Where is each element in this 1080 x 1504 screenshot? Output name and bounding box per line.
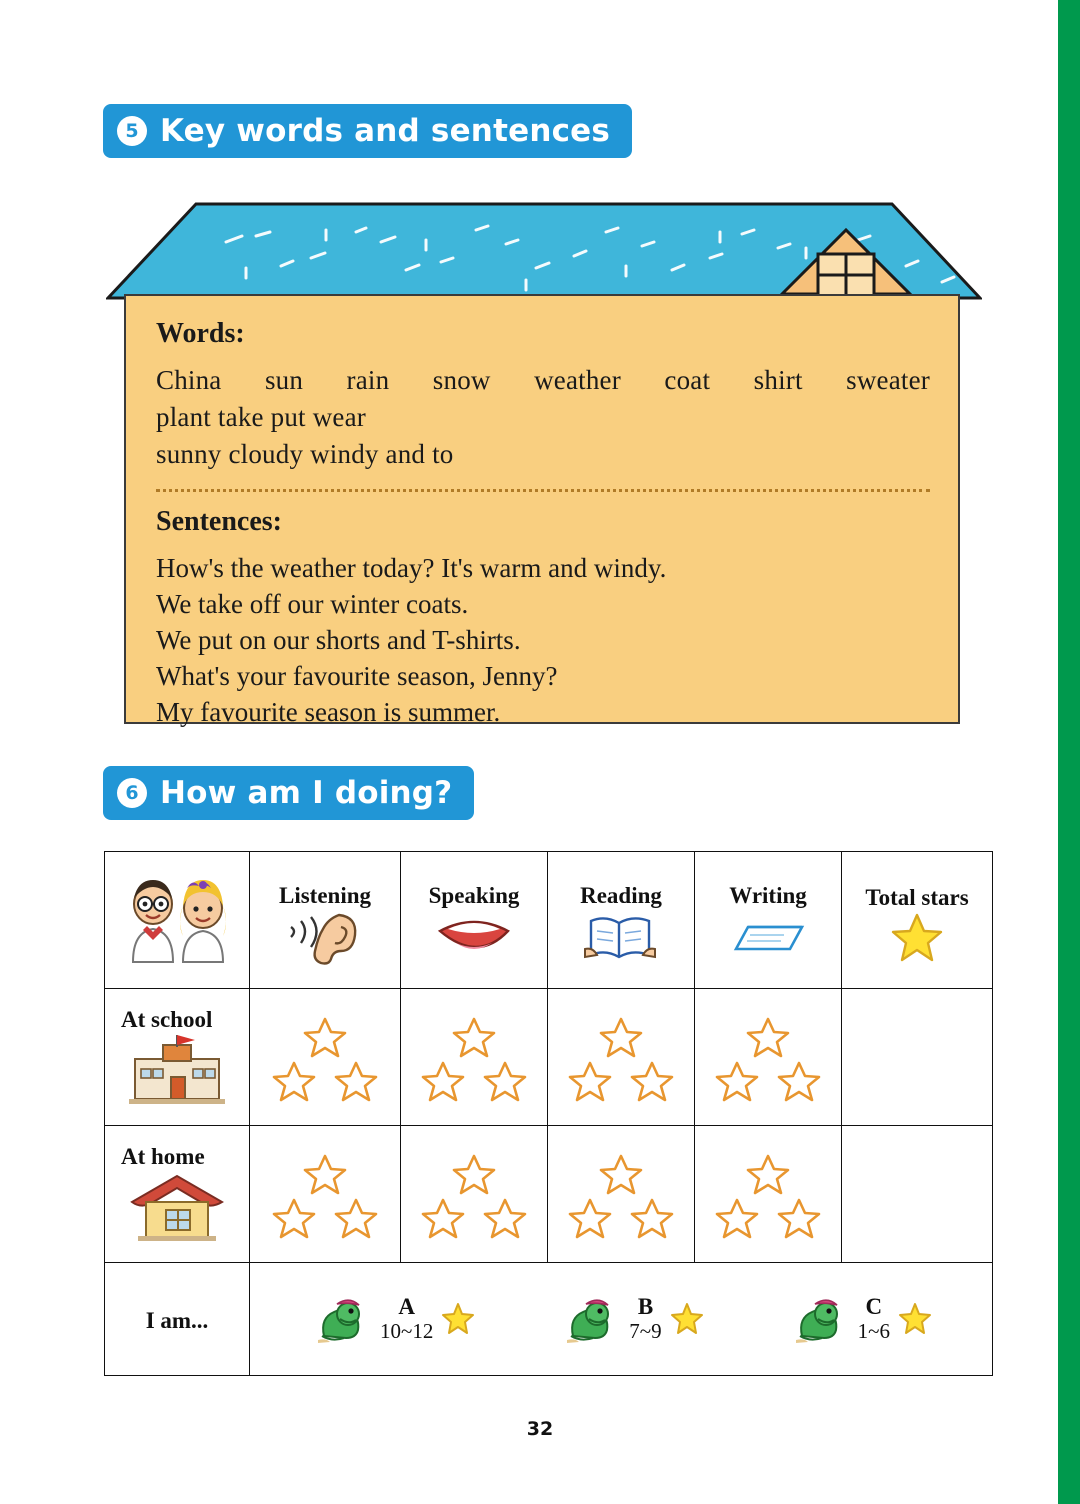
rating-range: 7~9 bbox=[629, 1319, 662, 1343]
words-label: Words: bbox=[156, 318, 245, 349]
row-label: At school bbox=[121, 1006, 213, 1032]
sentences-label: Sentences: bbox=[156, 506, 282, 537]
sentence-line: How's the weather today? It's warm and windy. bbox=[156, 553, 667, 583]
mouth-icon bbox=[428, 909, 520, 967]
key-words-body bbox=[124, 294, 960, 727]
dinosaur-icon bbox=[310, 1288, 372, 1350]
sentence-line: We take off our winter coats. bbox=[156, 589, 469, 619]
column-listening bbox=[250, 852, 401, 989]
book-icon bbox=[575, 909, 667, 967]
column-label: Listening bbox=[278, 882, 372, 908]
page-edge-bar bbox=[1058, 0, 1080, 1504]
rating-scale-cell bbox=[250, 1263, 993, 1376]
stars-speaking-at-home[interactable] bbox=[401, 1126, 548, 1263]
stars-group[interactable] bbox=[548, 1143, 694, 1245]
star-outline-icon[interactable] bbox=[745, 1153, 791, 1195]
school-icon bbox=[119, 1033, 235, 1107]
page-number: 32 bbox=[526, 1418, 554, 1440]
section-number: 5 bbox=[117, 116, 147, 146]
notebook-icon bbox=[722, 909, 814, 967]
rating-option-a[interactable] bbox=[310, 1288, 475, 1350]
star-icon bbox=[441, 1302, 475, 1336]
stars-group[interactable] bbox=[695, 1143, 841, 1245]
stars-speaking-at-school[interactable] bbox=[401, 989, 548, 1126]
star-outline-icon[interactable] bbox=[714, 1060, 760, 1102]
star-outline-icon[interactable] bbox=[482, 1060, 528, 1102]
rating-scale bbox=[250, 1263, 992, 1375]
star-icon bbox=[898, 1302, 932, 1336]
star-outline-icon[interactable] bbox=[420, 1197, 466, 1239]
star-outline-icon[interactable] bbox=[598, 1153, 644, 1195]
words-line: sunny cloudy windy and to bbox=[156, 439, 454, 469]
stars-reading-at-home[interactable] bbox=[548, 1126, 695, 1263]
table-row bbox=[105, 1126, 993, 1263]
column-total-stars bbox=[842, 852, 993, 989]
table-header-row bbox=[105, 852, 993, 989]
section-title: How am I doing? bbox=[160, 775, 453, 811]
section-header-key-words bbox=[103, 104, 632, 158]
stars-listening-at-school[interactable] bbox=[250, 989, 401, 1126]
column-label: Reading bbox=[580, 882, 662, 908]
star-outline-icon[interactable] bbox=[271, 1197, 317, 1239]
star-outline-icon[interactable] bbox=[567, 1197, 613, 1239]
words-line: China sun rain snow weather coat shirt sweater bbox=[156, 365, 930, 395]
rating-letter: A bbox=[398, 1294, 415, 1319]
star-outline-icon[interactable] bbox=[714, 1197, 760, 1239]
star-outline-icon[interactable] bbox=[302, 1016, 348, 1058]
house-icon bbox=[122, 1170, 232, 1244]
column-label: Writing bbox=[729, 882, 807, 908]
self-assessment-table bbox=[104, 851, 993, 1376]
ear-icon bbox=[279, 909, 371, 967]
table-footer-row bbox=[105, 1263, 993, 1376]
section-header-how-am-i-doing bbox=[103, 766, 474, 820]
i-am-label: I am... bbox=[145, 1308, 209, 1333]
dinosaur-icon bbox=[559, 1288, 621, 1350]
row-label-at-home bbox=[105, 1126, 250, 1263]
dinosaur-icon bbox=[788, 1288, 850, 1350]
star-outline-icon[interactable] bbox=[333, 1060, 379, 1102]
star-outline-icon[interactable] bbox=[451, 1153, 497, 1195]
section-number: 6 bbox=[117, 778, 147, 808]
i-am-label-cell bbox=[105, 1263, 250, 1376]
row-label: At home bbox=[121, 1143, 205, 1169]
column-label: Total stars bbox=[865, 884, 969, 910]
star-outline-icon[interactable] bbox=[745, 1016, 791, 1058]
star-icon bbox=[889, 911, 945, 965]
star-outline-icon[interactable] bbox=[567, 1060, 613, 1102]
star-outline-icon[interactable] bbox=[302, 1153, 348, 1195]
star-outline-icon[interactable] bbox=[629, 1060, 675, 1102]
column-writing bbox=[695, 852, 842, 989]
section-title: Key words and sentences bbox=[160, 113, 611, 149]
stars-group[interactable] bbox=[401, 1006, 547, 1108]
table-row bbox=[105, 989, 993, 1126]
star-outline-icon[interactable] bbox=[598, 1016, 644, 1058]
stars-group[interactable] bbox=[548, 1006, 694, 1108]
key-words-house-card bbox=[106, 196, 982, 730]
rating-letter: B bbox=[637, 1294, 654, 1319]
column-reading bbox=[548, 852, 695, 989]
column-speaking bbox=[401, 852, 548, 989]
star-outline-icon[interactable] bbox=[482, 1197, 528, 1239]
roof-illustration bbox=[106, 196, 982, 301]
total-at-home[interactable] bbox=[842, 1126, 993, 1263]
star-outline-icon[interactable] bbox=[333, 1197, 379, 1239]
students-icon bbox=[113, 870, 241, 966]
column-label: Speaking bbox=[428, 882, 520, 908]
stars-reading-at-school[interactable] bbox=[548, 989, 695, 1126]
rating-range: 1~6 bbox=[857, 1319, 890, 1343]
words-line: plant take put wear bbox=[156, 402, 366, 432]
stars-writing-at-school[interactable] bbox=[695, 989, 842, 1126]
row-label-at-school bbox=[105, 989, 250, 1126]
star-outline-icon[interactable] bbox=[776, 1060, 822, 1102]
star-outline-icon[interactable] bbox=[776, 1197, 822, 1239]
stars-listening-at-home[interactable] bbox=[250, 1126, 401, 1263]
stars-group[interactable] bbox=[250, 1143, 400, 1245]
total-at-school[interactable] bbox=[842, 989, 993, 1126]
stars-group[interactable] bbox=[401, 1143, 547, 1245]
star-icon bbox=[670, 1302, 704, 1336]
rating-option-b[interactable] bbox=[559, 1288, 703, 1350]
sentence-line: We put on our shorts and T-shirts. bbox=[156, 625, 521, 655]
divider bbox=[156, 489, 930, 492]
star-outline-icon[interactable] bbox=[420, 1060, 466, 1102]
sentence-line: What's your favourite season, Jenny? bbox=[156, 661, 558, 691]
rating-letter: C bbox=[865, 1294, 883, 1319]
rating-option-c[interactable] bbox=[788, 1288, 932, 1350]
star-outline-icon[interactable] bbox=[451, 1016, 497, 1058]
stars-writing-at-home[interactable] bbox=[695, 1126, 842, 1263]
stars-group[interactable] bbox=[250, 1006, 400, 1108]
star-outline-icon[interactable] bbox=[629, 1197, 675, 1239]
star-outline-icon[interactable] bbox=[271, 1060, 317, 1102]
sentence-line: My favourite season is summer. bbox=[156, 697, 501, 727]
students-illustration-cell bbox=[105, 852, 250, 989]
rating-range: 10~12 bbox=[379, 1319, 434, 1343]
stars-group[interactable] bbox=[695, 1006, 841, 1108]
